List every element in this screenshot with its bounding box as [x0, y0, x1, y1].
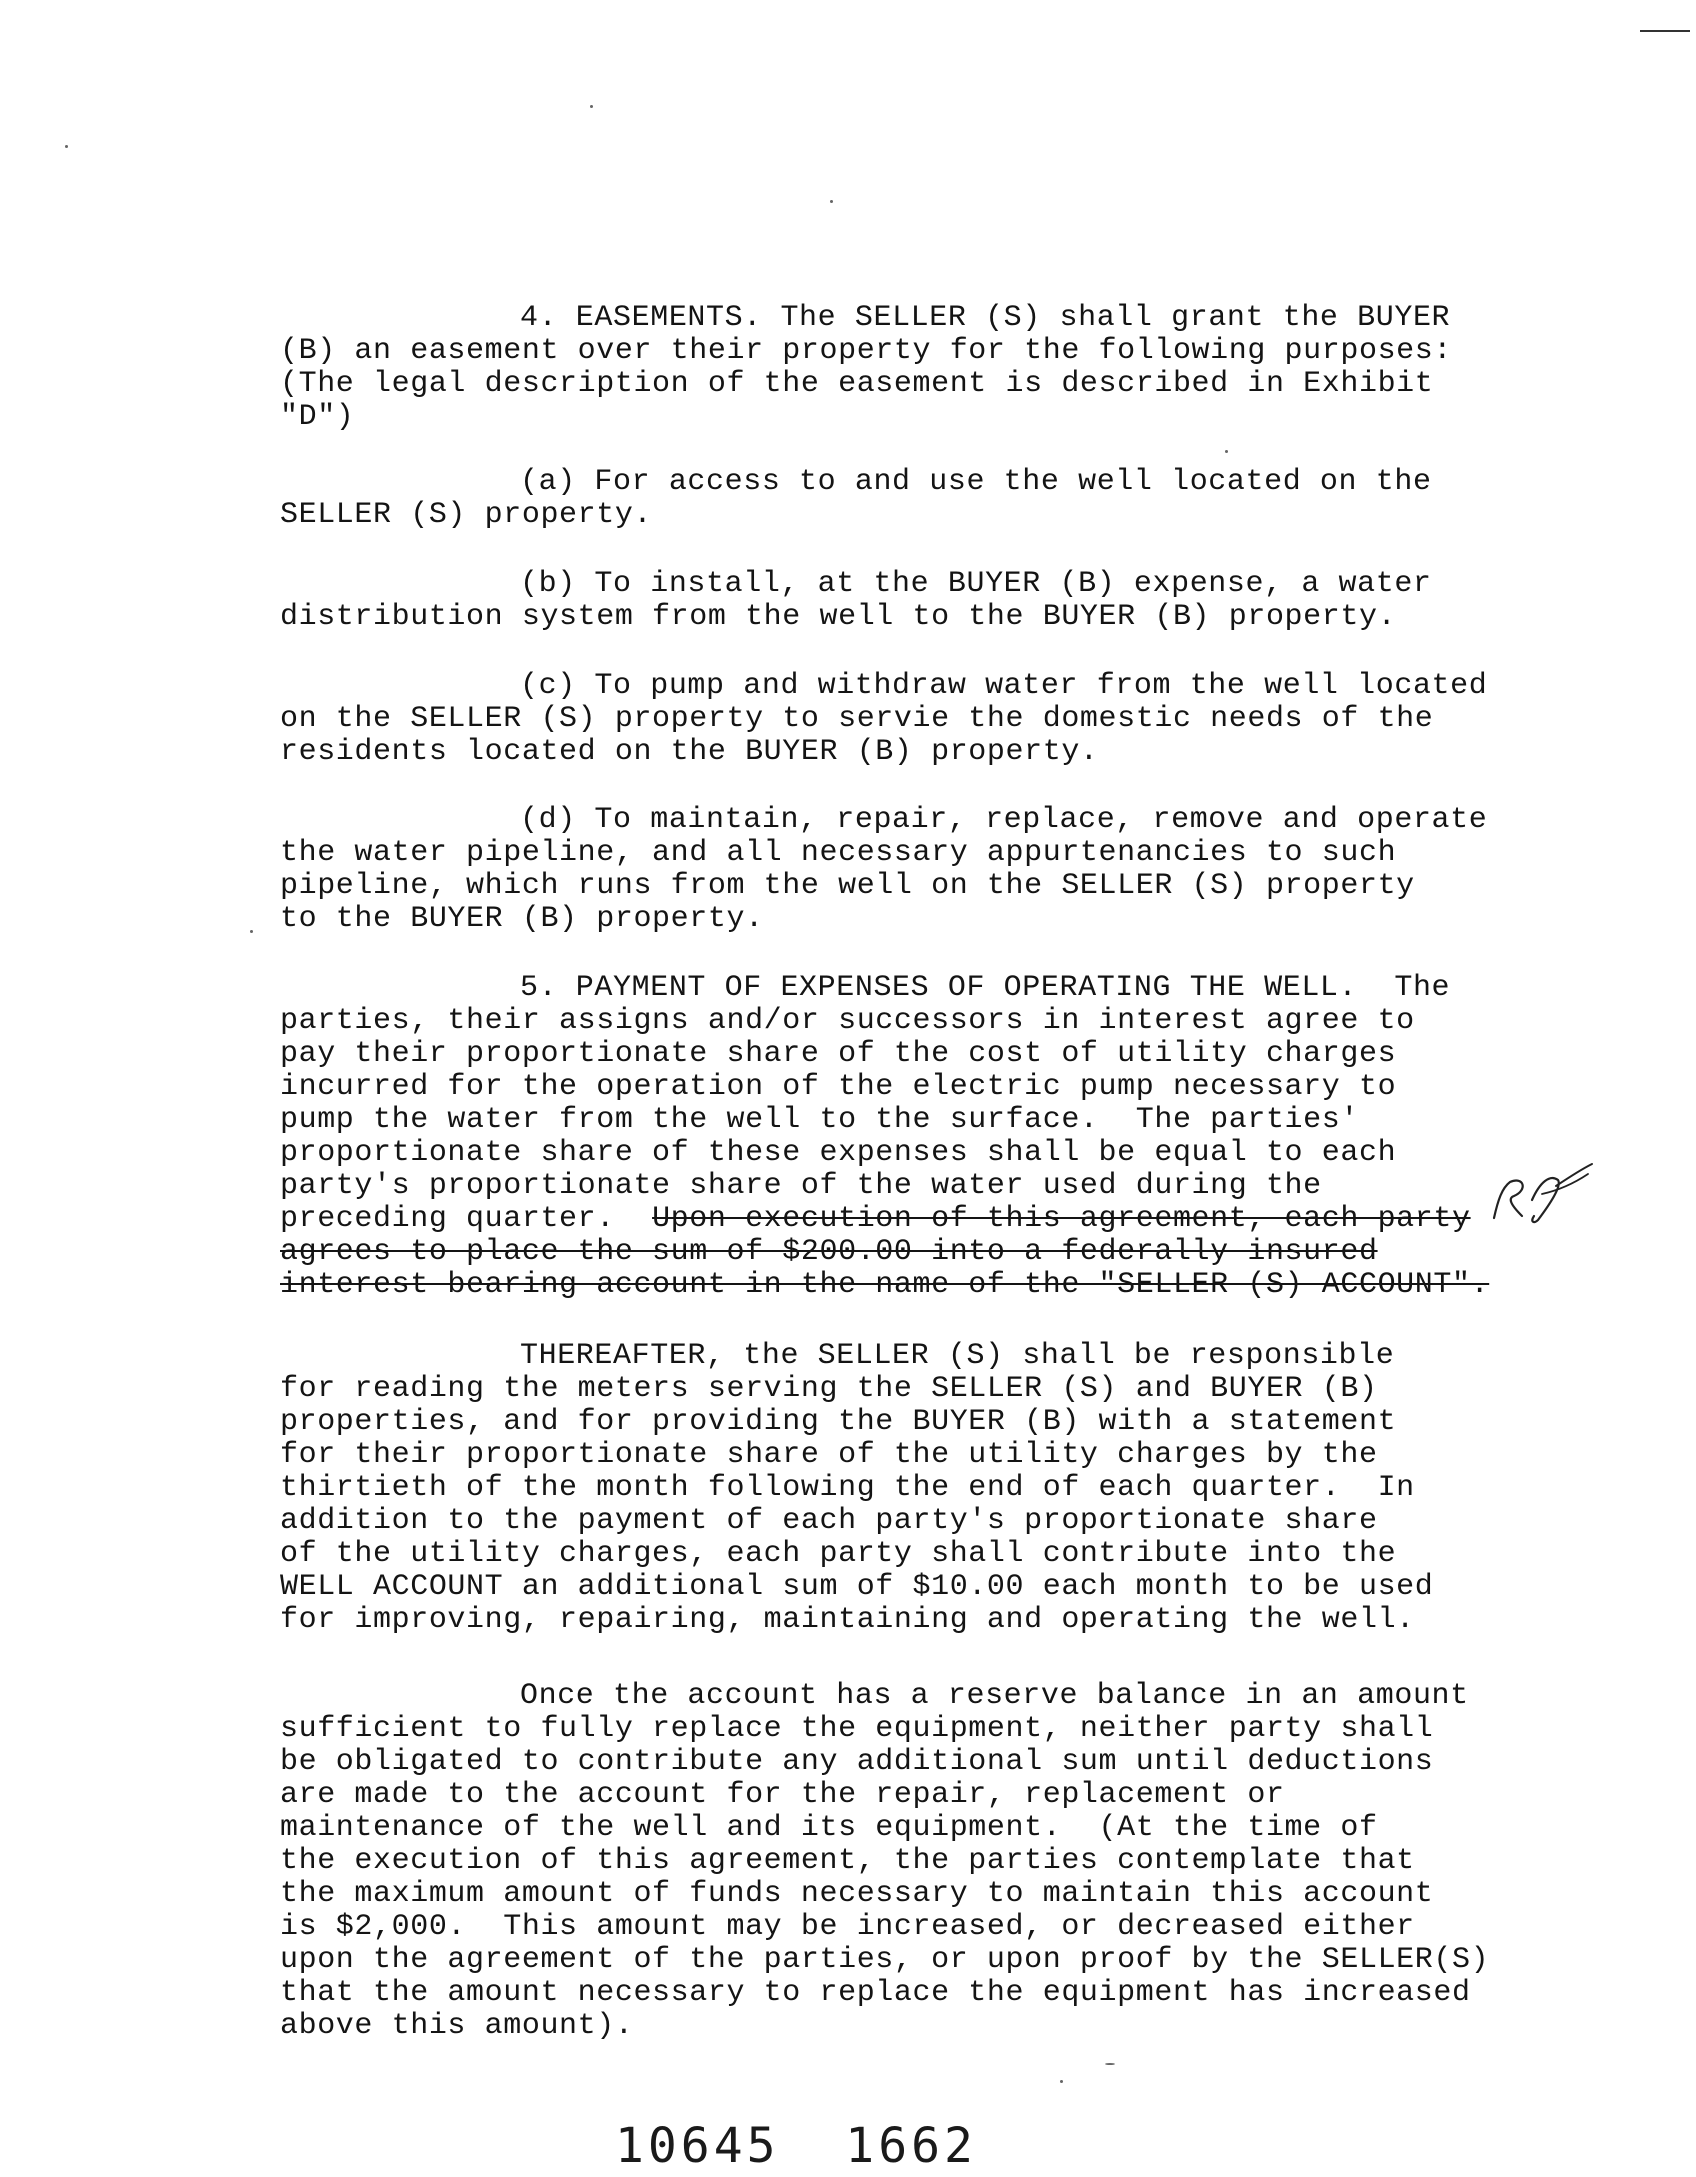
- item-d: [280, 804, 1580, 936]
- text-line: sufficient to fully replace the equipment, neither party shall: [280, 1712, 1434, 1746]
- text-line: for their proportionate share of the utility charges by the: [280, 1438, 1378, 1472]
- text-line: the execution of this agreement, the parties contemplate that: [280, 1844, 1415, 1878]
- text-line: above this amount).: [280, 2009, 634, 2043]
- text-line: to the BUYER (B) property.: [280, 902, 764, 936]
- text-line: (The legal description of the easement is described in Exhibit: [280, 367, 1434, 401]
- text-line: parties, their assigns and/or successors in interest agree to: [280, 1004, 1415, 1038]
- text-line: party's proportionate share of the water used during the: [280, 1169, 1322, 1203]
- text-line: preceding quarter.: [280, 1202, 653, 1236]
- text-line: is $2,000. This amount may be increased, or decreased either: [280, 1910, 1415, 1944]
- text-line: addition to the payment of each party's proportionate share: [280, 1504, 1378, 1538]
- text-line: (B) an easement over their property for the following purposes:: [280, 334, 1452, 368]
- text-line: "D"): [280, 400, 355, 434]
- scan-speck: [1060, 2080, 1063, 2083]
- text-line: are made to the account for the repair, replacement or: [280, 1778, 1285, 1812]
- item-b: [280, 568, 1580, 634]
- thereafter-paragraph: [280, 1340, 1580, 1637]
- text-line: properties, and for providing the BUYER (B) with a statement: [280, 1405, 1397, 1439]
- text-line: pipeline, which runs from the well on the SELLER (S) property: [280, 869, 1415, 903]
- scan-speck: [65, 145, 68, 148]
- text-line: (a) For access to and use the well located on the: [520, 465, 1432, 499]
- scan-speck: [1105, 2063, 1115, 2065]
- text-line: pay their proportionate share of the cost of utility charges: [280, 1037, 1397, 1071]
- text-line: residents located on the BUYER (B) property.: [280, 735, 1099, 769]
- text-line: proportionate share of these expenses shall be equal to each: [280, 1136, 1397, 1170]
- item-c: [280, 670, 1580, 769]
- text-line: WELL ACCOUNT an additional sum of $10.00 each month to be used: [280, 1570, 1434, 1604]
- text-line: The SELLER (S) shall grant the BUYER: [761, 301, 1451, 335]
- handwritten-initials: [1480, 1160, 1600, 1230]
- text-line: be obligated to contribute any additional sum until deductions: [280, 1745, 1434, 1779]
- scan-speck: [250, 930, 253, 933]
- scan-edge-mark: [1640, 30, 1690, 32]
- text-line: THEREAFTER, the SELLER (S) shall be responsible: [520, 1339, 1395, 1373]
- section-4-heading: 4. EASEMENTS.: [520, 301, 762, 335]
- text-line: the water pipeline, and all necessary appurtenancies to such: [280, 836, 1397, 870]
- text-line: of the utility charges, each party shall contribute into the: [280, 1537, 1397, 1571]
- section-5-heading: 5. PAYMENT OF EXPENSES OF OPERATING THE WELL. The: [520, 971, 1451, 1005]
- text-line: incurred for the operation of the electric pump necessary to: [280, 1070, 1397, 1104]
- text-line: on the SELLER (S) property to servie the domestic needs of the: [280, 702, 1434, 736]
- text-line: (b) To install, at the BUYER (B) expense, a water: [520, 567, 1432, 601]
- text-line: SELLER (S) property.: [280, 498, 653, 532]
- scan-speck: [590, 105, 593, 108]
- text-line: distribution system from the well to the BUYER (B) property.: [280, 600, 1397, 634]
- text-line: maintenance of the well and its equipment. (At the time of: [280, 1811, 1378, 1845]
- section-5-payment: [280, 972, 1580, 1302]
- page-number: 10645 1662: [615, 2118, 977, 2174]
- scan-speck: [1225, 450, 1228, 453]
- struck-text: agrees to place the sum of $200.00 into a federally insured: [280, 1235, 1378, 1269]
- text-line: that the amount necessary to replace the equipment has increased: [280, 1976, 1471, 2010]
- scan-speck: [830, 200, 833, 203]
- text-line: pump the water from the well to the surface. The parties': [280, 1103, 1359, 1137]
- text-line: upon the agreement of the parties, or upon proof by the SELLER(S): [280, 1943, 1490, 1977]
- struck-text: Upon execution of this agreement, each party: [652, 1202, 1471, 1236]
- reserve-paragraph: [280, 1680, 1580, 2043]
- text-line: for improving, repairing, maintaining and operating the well.: [280, 1603, 1415, 1637]
- text-line: for reading the meters serving the SELLER (S) and BUYER (B): [280, 1372, 1378, 1406]
- text-line: Once the account has a reserve balance in an amount: [520, 1679, 1469, 1713]
- text-line: thirtieth of the month following the end of each quarter. In: [280, 1471, 1415, 1505]
- text-line: (d) To maintain, repair, replace, remove and operate: [520, 803, 1488, 837]
- item-a: [280, 466, 1580, 532]
- section-4-easements: [280, 302, 1580, 434]
- struck-text: interest bearing account in the name of the "SELLER (S) ACCOUNT".: [280, 1268, 1490, 1302]
- text-line: (c) To pump and withdraw water from the well located: [520, 669, 1488, 703]
- text-line: the maximum amount of funds necessary to maintain this account: [280, 1877, 1434, 1911]
